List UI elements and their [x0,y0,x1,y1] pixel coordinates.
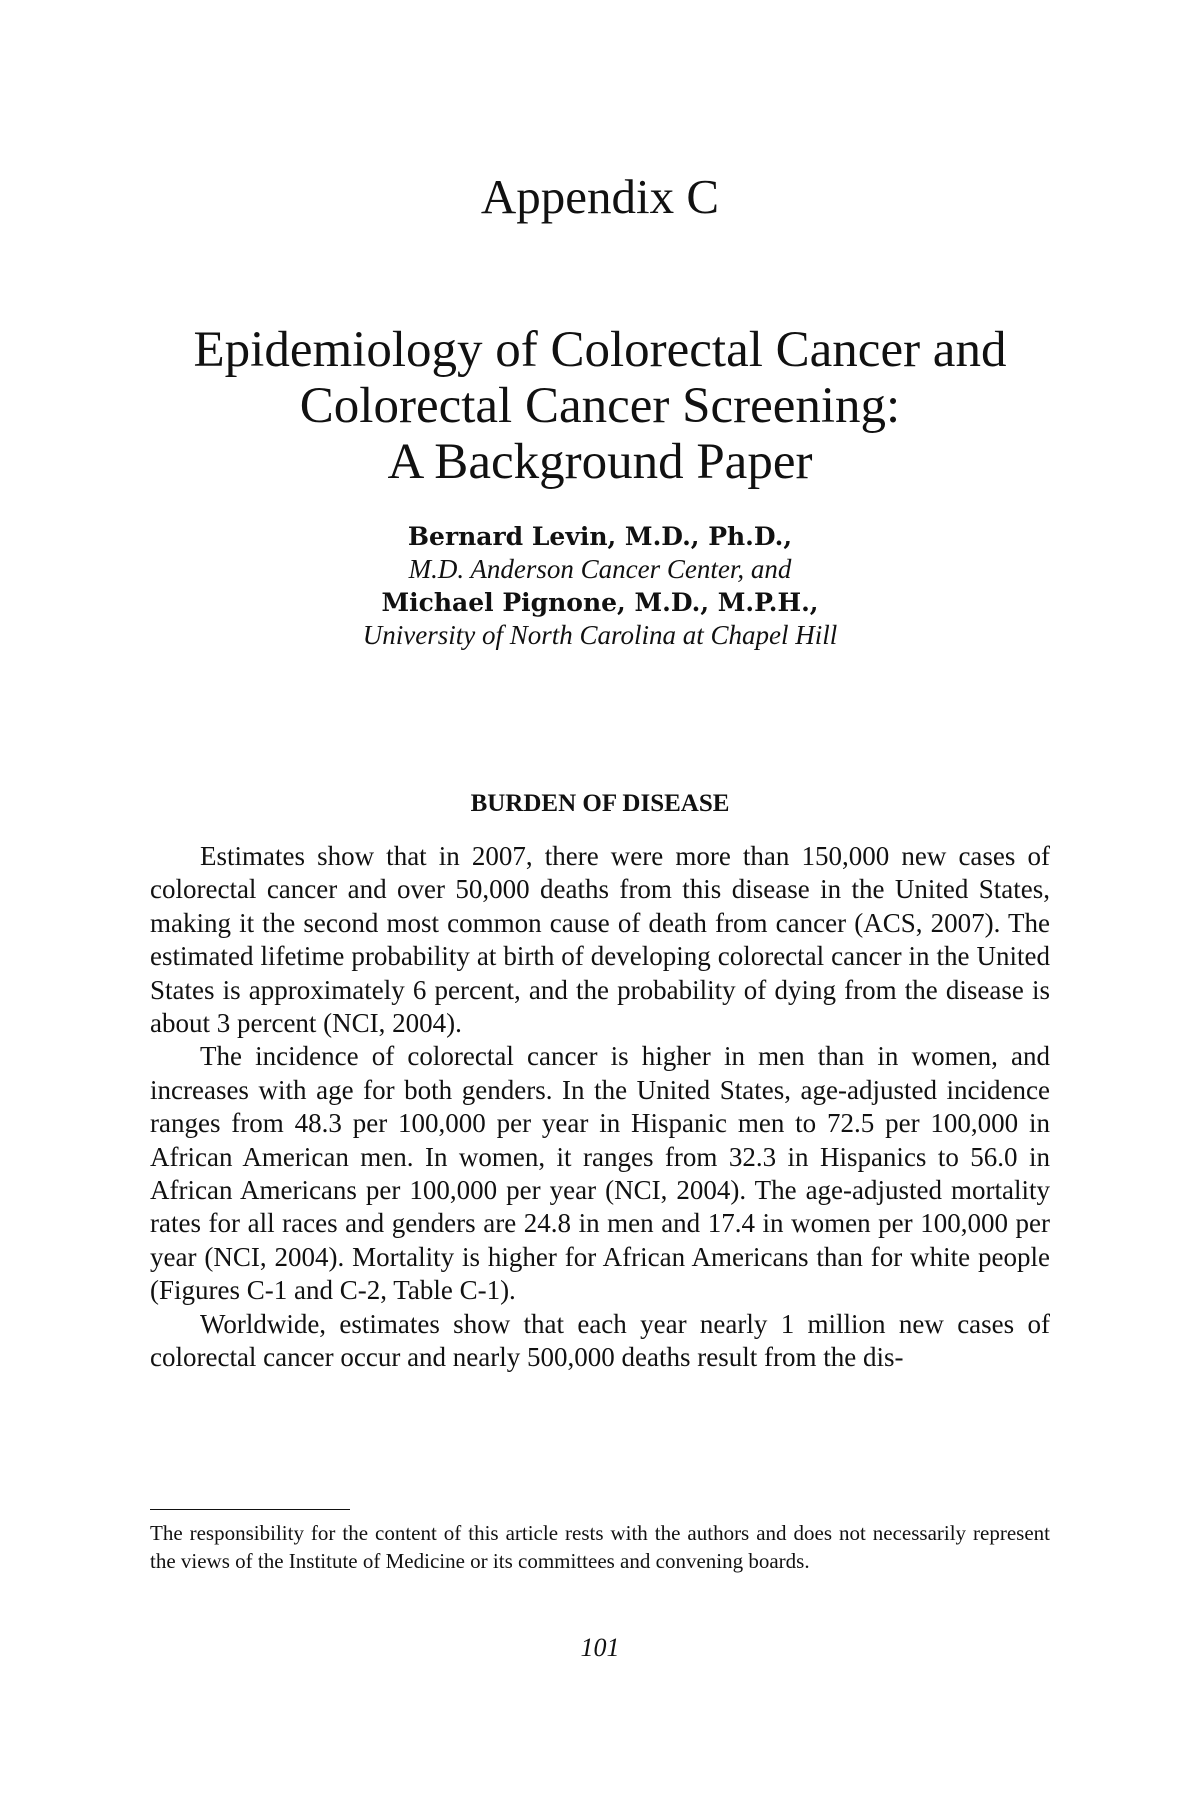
author-block [0,520,1200,652]
page-number: 101 [580,1633,620,1662]
body-paragraph: The incidence of colorectal cancer is higher in men than in women, and increases with age for both genders. In the United States, age-adjusted incidence ranges from 48.3 per 100,000 per year in Hispanic men to 72.5 per 100,000 in African American men. In women, it ranges from 32.3 in Hispanics to 56.0 in African Americans per 100,000 per year (NCI, 2004). The age-adjusted mortality rates for all races and genders are 24.8 in men and 17.4 in women per 100,000 per year (NCI, 2004). Mortality is higher for African Americans than for white people (Figures C-1 and C-2, Table C-1). [150,1041,1050,1306]
author-affiliation: M.D. Anderson Cancer Center, and [408,554,792,584]
paper-title-line: A Background Paper [387,434,813,490]
paper-title [0,322,1200,490]
section-body [150,840,1050,1375]
author-name: Bernard Levin, M.D., Ph.D., [407,522,793,551]
body-paragraph: Estimates show that in 2007, there were more than 150,000 new cases of colorectal cancer and over 50,000 deaths from this disease in the United States, making it the second most common cause of death from cancer (ACS, 2007). The estimated lifetime probability at birth of developing colorectal cancer in the United States is approximately 6 percent, and the probability of dying from the disease is about 3 percent (NCI, 2004). [150,841,1050,1039]
footnote-divider [150,1509,350,1510]
appendix-title: Appendix C [480,169,720,224]
paper-title-line: Colorectal Cancer Screening: [299,378,901,434]
paper-title-line: Epidemiology of Colorectal Cancer and [193,322,1007,378]
author-name: Michael Pignone, M.D., M.P.H., [381,588,819,617]
author-affiliation: University of North Carolina at Chapel Hill [362,620,838,650]
body-paragraph: Worldwide, estimates show that each year nearly 1 million new cases of colorectal cancer occur and nearly 500,000 deaths result from the dis- [150,1308,1050,1373]
footnote: The responsibility for the content of this article rests with the authors and does not necessarily represent the views of the Institute of Medicine or its committees and convening boards. [150,1521,1050,1573]
section-heading: BURDEN OF DISEASE [470,790,730,817]
